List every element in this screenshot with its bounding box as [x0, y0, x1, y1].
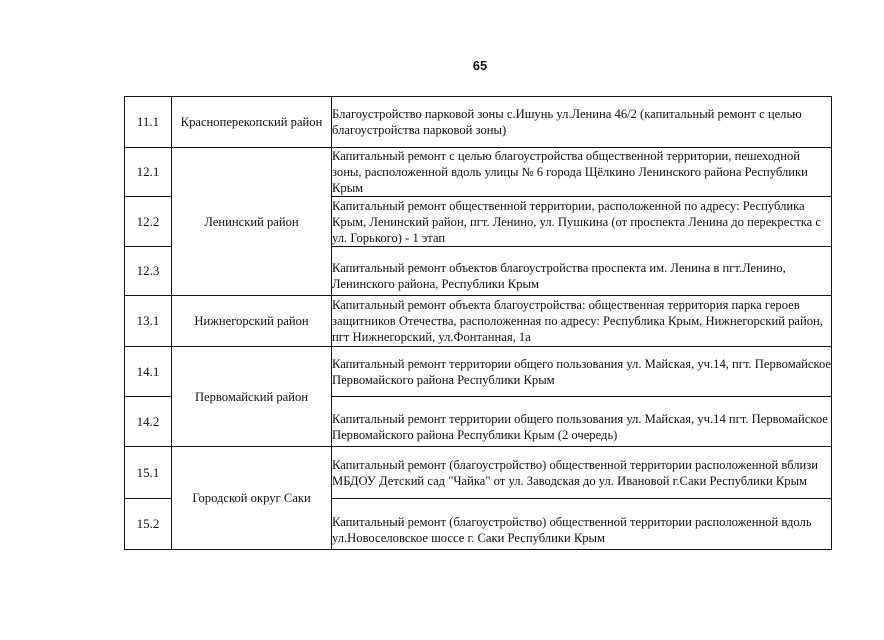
table-row	[125, 296, 832, 347]
district-cell: Красноперекопский район	[172, 97, 332, 148]
page-number: 65	[472, 58, 488, 73]
district-cell: Первомайский район	[172, 347, 332, 447]
description-cell: Благоустройство парковой зоны с.Ишунь ул.Ленина 46/2 (капитальный ремонт с целью благоустройства парковой зоны)	[332, 97, 832, 148]
row-number: 12.1	[125, 148, 172, 197]
row-number: 12.2	[125, 197, 172, 247]
row-number: 13.1	[125, 296, 172, 347]
description-cell: Капитальный ремонт территории общего пользования ул. Майская, уч.14, пгт. Первомайское Первомайского района Республики Крым	[332, 347, 832, 397]
district-cell: Ленинский район	[172, 148, 332, 296]
description-cell: Капитальный ремонт (благоустройство) общественной территории расположенной вдоль ул.Новоселовское шоссе г. Саки Республики Крым	[332, 499, 832, 550]
row-number: 15.1	[125, 447, 172, 499]
table-row	[125, 97, 832, 148]
row-number: 15.2	[125, 499, 172, 550]
row-number: 12.3	[125, 247, 172, 296]
description-cell: Капитальный ремонт территории общего пользования ул. Майская, уч.14 пгт. Первомайское Первомайского района Республики Крым (2 очередь)	[332, 397, 832, 447]
table-row	[125, 148, 832, 197]
row-number: 14.2	[125, 397, 172, 447]
district-cell: Нижнегорский район	[172, 296, 332, 347]
description-cell: Капитальный ремонт объектов благоустройства проспекта им. Ленина в пгт.Ленино, Ленинского района, Республики Крым	[332, 247, 832, 296]
description-cell: Капитальный ремонт общественной территории, расположенной по адресу: Республика Крым, Ленинский район, пгт. Ленино, ул. Пушкина (от проспекта Ленина до перекрестка с ул. Горького) - 1 этап	[332, 197, 832, 247]
projects-table	[124, 96, 832, 550]
row-number: 14.1	[125, 347, 172, 397]
table-row	[125, 447, 832, 499]
table-row	[125, 347, 832, 397]
district-cell: Городской округ Саки	[172, 447, 332, 550]
row-number: 11.1	[125, 97, 172, 148]
description-cell: Капитальный ремонт объекта благоустройства: общественная территория парка героев защитников Отечества, расположенная по адресу: Республика Крым, Нижнегорский район, пгт Нижнегорский, ул.Фонтанная, 1а	[332, 296, 832, 347]
description-cell: Капитальный ремонт с целью благоустройства общественной территории, пешеходной зоны, расположенной вдоль улицы № 6 города Щёлкино Ленинского района Республики Крым	[332, 148, 832, 197]
description-cell: Капитальный ремонт (благоустройство) общественной территории расположенной вблизи МБДОУ Детский сад "Чайка" от ул. Заводская до ул. Ивановой г.Саки Республики Крым	[332, 447, 832, 499]
